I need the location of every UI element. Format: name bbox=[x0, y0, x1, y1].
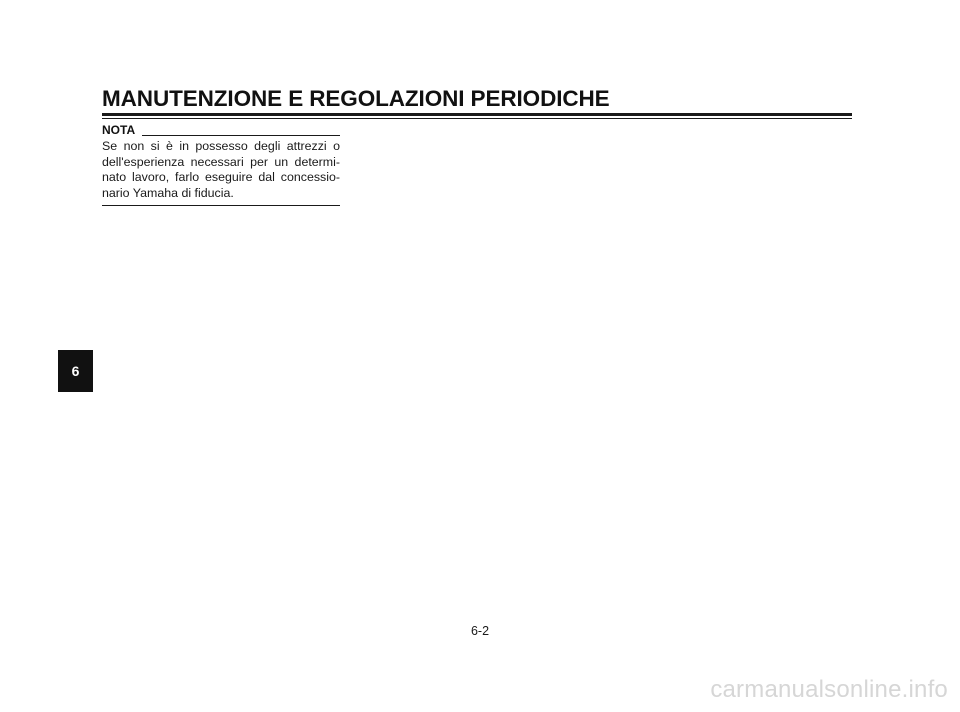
watermark: carmanualsonline.info bbox=[710, 676, 948, 703]
title-underline-thin bbox=[102, 118, 852, 119]
page-title: MANUTENZIONE E REGOLAZIONI PERIODICHE bbox=[102, 86, 610, 111]
note-header-rule bbox=[142, 135, 340, 136]
note-text: Se non si è in possesso degli attrezzi o dell'esperienza necessari per un determi-nato lavoro, farlo eseguire dal concessio-nario Yamaha di fiducia. bbox=[102, 139, 340, 200]
title-underline-thick bbox=[102, 113, 852, 116]
note-label: NOTA bbox=[102, 123, 136, 137]
chapter-tab bbox=[58, 350, 93, 392]
note-box bbox=[102, 123, 340, 206]
page-header bbox=[102, 86, 852, 120]
page-number: 6-2 bbox=[470, 624, 490, 638]
note-bottom-rule bbox=[102, 205, 340, 206]
chapter-number: 6 bbox=[71, 363, 80, 379]
note-header bbox=[102, 123, 340, 137]
